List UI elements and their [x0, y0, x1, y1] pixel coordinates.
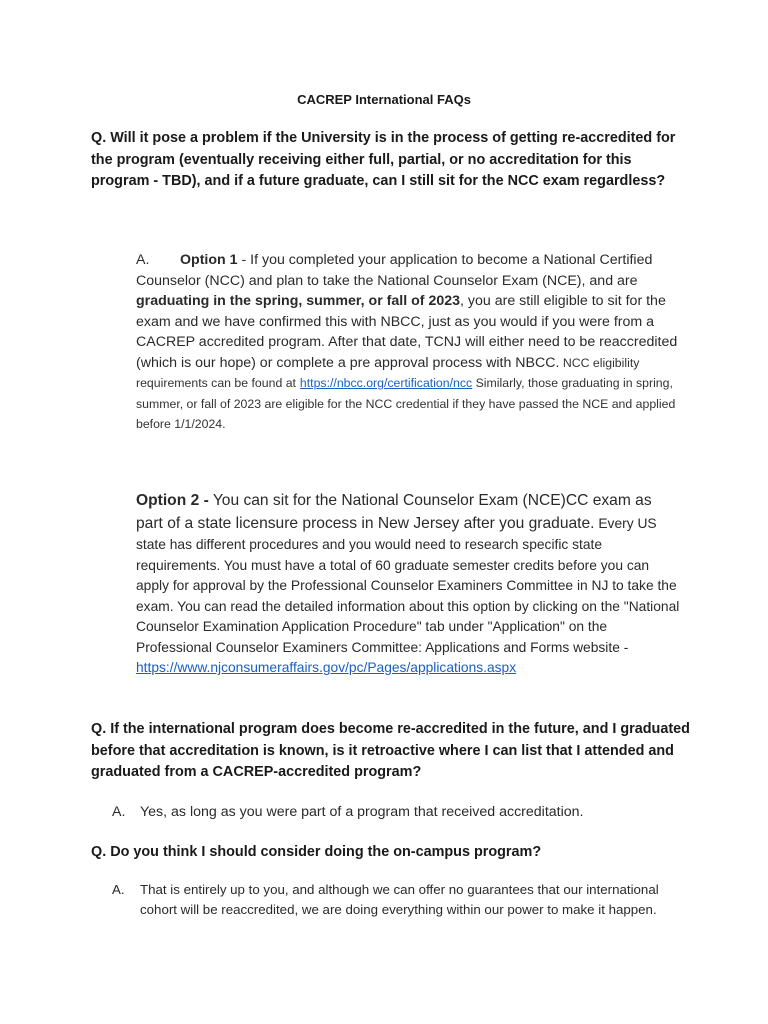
- answer-2-text: Yes, as long as you were part of a program that received accreditation.: [140, 804, 584, 820]
- answer-1: [136, 250, 681, 435]
- option-2-text-med: Every US state has different procedures and you would need to research specific state requirements. You must have a total of 60 graduate semester credits before you can apply for approval by the Professional Counselor Examiners Committee in NJ to take the exam. You can read the detailed information about this option by clicking on the "National Counselor Examination Application Procedure" tab under "Application" on the Professional Counselor Examiners Committee: Applications and Forms website -: [136, 515, 680, 655]
- question-2: Q. If the international program does become re-accredited in the future, and I graduated before that accreditation is known, is it retroactive where I can list that I attended and graduated from a CACREP-accredited program?: [91, 721, 690, 780]
- option-1-small-text-2: Similarly, those graduating in spring, summer, or fall of 2023 are eligible for the NCC credential if they have passed the NCE and applied before 1/1/2024.: [136, 376, 676, 431]
- option-1-label: Option 1: [180, 252, 238, 268]
- njconsumeraffairs-link[interactable]: https://www.njconsumeraffairs.gov/pc/Pages/applications.aspx: [136, 660, 517, 675]
- answer-3: [112, 880, 682, 919]
- question-1: Q. Will it pose a problem if the University is in the process of getting re-accredited for the program (eventually receiving either full, partial, or no accreditation for this program - TBD), and if a future graduate, can I still sit for the NCC exam regardless?: [91, 130, 676, 189]
- answer-3-marker: A.: [112, 882, 125, 897]
- option-2: [136, 490, 681, 679]
- option-1-small-text-1: NCC eligibility requirements can be found at: [136, 355, 640, 390]
- answer-3-text: That is entirely up to you, and although we can offer no guarantees that our international cohort will be reaccredited, we are doing everything within our power to make it happen.: [140, 882, 659, 917]
- nbcc-link[interactable]: https://nbcc.org/certification/ncc: [299, 376, 473, 390]
- option-1-text-2: , you are still eligible to sit for the exam and we have confirmed this with NBCC, just as you would if you were from a CACREP accredited program. After that date, TCNJ will either need to be reaccredited (which is our hope) or complete a pre approval process with NBCC.: [136, 293, 678, 371]
- option-1-text-1: - If you completed your application to become a National Certified Counselor (NCC) and plan to take the National Counselor Exam (NCE), and are: [136, 252, 653, 289]
- answer-2: [112, 802, 682, 822]
- option-1-bold-text: graduating in the spring, summer, or fall of 2023: [136, 293, 461, 309]
- option-2-label: Option 2 -: [136, 492, 209, 509]
- question-3: Q. Do you think I should consider doing the on-campus program?: [91, 844, 542, 860]
- answer-1-marker: A.: [136, 252, 150, 268]
- option-2-text-big: You can sit for the National Counselor Exam (NCE)CC exam as part of a state licensure process in New Jersey after you graduate.: [136, 492, 652, 532]
- answer-2-marker: A.: [112, 804, 126, 820]
- page-title: CACREP International FAQs: [297, 92, 471, 107]
